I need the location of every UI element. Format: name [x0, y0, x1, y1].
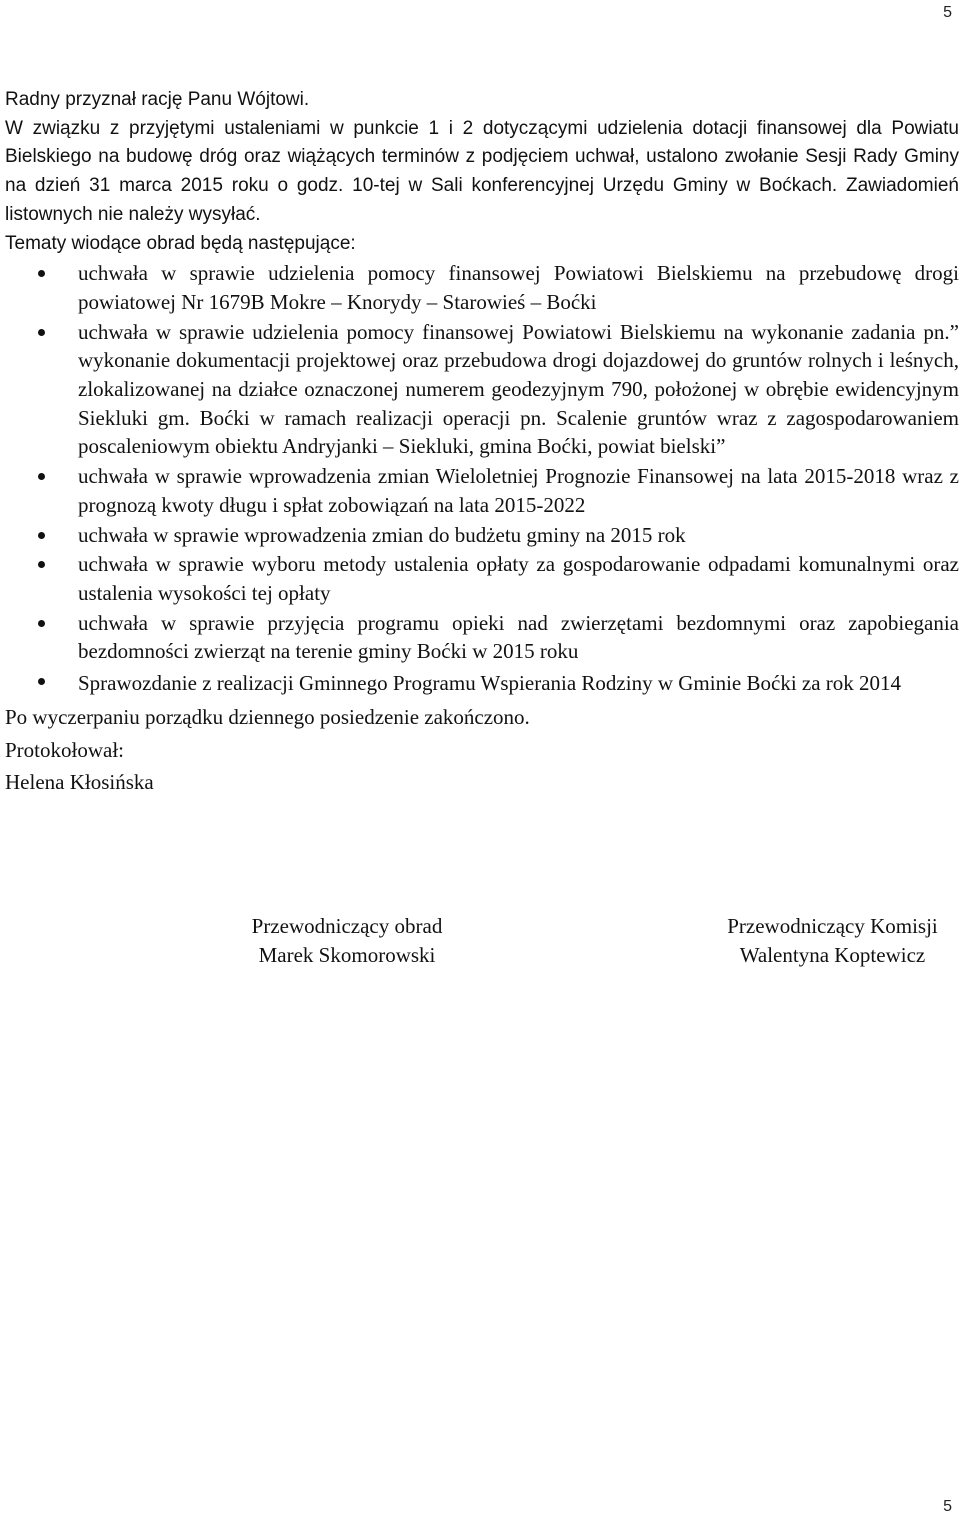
list-item-text: uchwała w sprawie udzielenia pomocy finansowej Powiatowi Bielskiemu na przebudowę drogi powiatowej Nr 1679B Mokre – Knorydy – Starowieś – Boćki — [78, 261, 959, 314]
list-item — [5, 259, 959, 316]
page-number-top: 5 — [943, 4, 952, 21]
bullet-icon — [38, 678, 45, 685]
list-item — [5, 667, 959, 699]
intro-paragraph: W związku z przyjętymi ustaleniami w punkcie 1 i 2 dotyczącymi udzielenia dotacji finansowej dla Powiatu Bielskiego na budowę dróg oraz wiążących terminów z podjęciem uchwał, ustalono zwołanie Sesji Rady Gminy na dzień 31 marca 2015 roku o godz. 10-tej w Sali konferencyjnej Urzędu Gminy w Boćkach. Zawiadomień listownych nie należy wysyłać. — [5, 117, 959, 225]
list-item — [5, 318, 959, 462]
list-item-text: Sprawozdanie z realizacji Gminnego Programu Wspierania Rodziny w Gminie Boćki za rok 2014 — [78, 671, 902, 696]
list-item-text: uchwała w sprawie przyjęcia programu opieki nad zwierzętami bezdomnymi oraz zapobiegania bezdomności zwierząt na terenie gminy Boćki w 2015 roku — [78, 610, 959, 664]
bullet-icon — [38, 620, 45, 627]
bullet-icon — [38, 473, 45, 480]
signature-left-title: Przewodniczący obrad — [251, 914, 443, 938]
protocol-label: Protokołował: — [5, 737, 124, 762]
topics-heading: Tematy wiodące obrad będą następujące: — [5, 232, 356, 254]
signature-right-title: Przewodniczący Komisji — [727, 914, 938, 938]
signature-right — [705, 912, 960, 969]
closing-line: Po wyczerpaniu porządku dziennego posiedzenie zakończono. — [5, 705, 530, 730]
closing-section — [5, 701, 959, 799]
signature-right-name: Walentyna Koptewicz — [739, 942, 926, 967]
intro-line: Radny przyznał rację Panu Wójtowi. — [5, 89, 310, 110]
signature-left — [232, 912, 462, 969]
list-item — [5, 462, 959, 519]
list-item-text: uchwała w sprawie wprowadzenia zmian do budżetu gminy na 2015 rok — [78, 522, 686, 547]
list-item-text: uchwała w sprawie wyboru metody ustalenia opłaty za gospodarowanie odpadami komunalnymi oraz ustalenia wysokości tej opłaty — [78, 552, 959, 605]
list-item-text: uchwała w sprawie wprowadzenia zmian Wieloletniej Prognozie Finansowej na lata 2015-2018 wraz z prognozą kwoty długu i spłat zobowiązań na lata 2015-2022 — [78, 464, 959, 517]
bullet-icon — [38, 329, 45, 336]
signature-left-name: Marek Skomorowski — [258, 942, 436, 967]
list-item-text: uchwała w sprawie udzielenia pomocy finansowej Powiatowi Bielskiemu na wykonanie zadania pn.” wykonanie dokumentacji projektowej oraz przebudowa drogi dojazdowej do gruntów rolnych i leśnych, zlokalizowanej na działce oznaczonej numerem geodezyjnym 790, położonej w obrębie ewidencyjnym Siekluki gm. Boćki w ramach realizacji operacji pn. Scalenie gruntów wraz z zagospodarowaniem poscaleniowym obiektu Andryjanki – Siekluki, gmina Boćki, powiat bielski” — [78, 319, 959, 459]
list-item — [5, 609, 959, 666]
bullet-icon — [38, 561, 45, 568]
list-item — [5, 550, 959, 607]
protocol-name: Helena Kłosińska — [5, 770, 154, 795]
bullet-icon — [38, 270, 45, 277]
bullet-icon — [38, 532, 45, 539]
topics-list — [5, 259, 959, 699]
list-item — [5, 521, 959, 550]
document-body — [5, 86, 959, 799]
page-number-bottom: 5 — [943, 1498, 952, 1515]
